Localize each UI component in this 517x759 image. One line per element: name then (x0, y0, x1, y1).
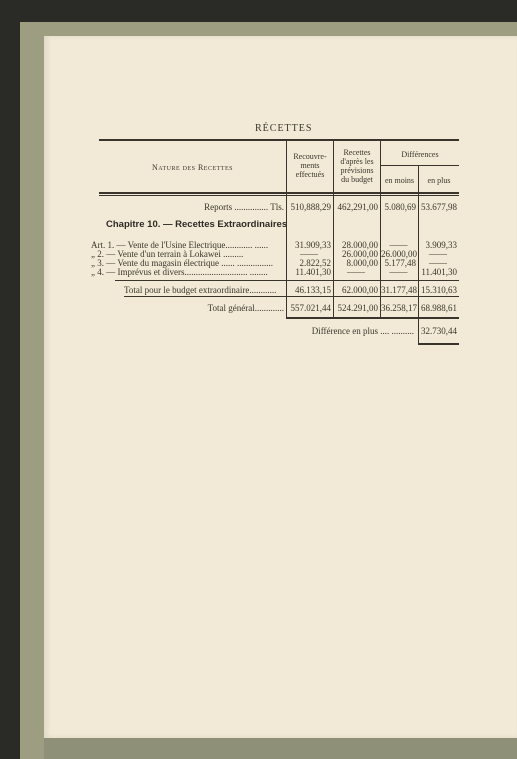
article-3-label: „ 3. — Vente du magasin électrique ...... ................ (91, 258, 274, 268)
reports-prevues: 462,291,00 (337, 202, 378, 212)
header-en-moins: en moins (384, 176, 415, 185)
article-1-en-plus: 3.909,33 (425, 240, 457, 250)
total-budget-prevues: 62.000,00 (342, 285, 378, 295)
article-3-en-moins: 5.177,48 (384, 258, 416, 268)
article-2-recouvrements: —— (300, 249, 318, 259)
header-nature: Nature des Recettes (152, 163, 233, 172)
article-2-prevues: 26.000,00 (342, 249, 378, 259)
article-2-en-moins: 26.000,00 (381, 249, 417, 259)
article-3-en-plus: —— (429, 258, 447, 268)
header-recouvrements-2: ments (300, 161, 320, 170)
total-general-en-moins: 36.258,17 (381, 303, 417, 313)
total-general-en-plus: 68.988,61 (421, 303, 457, 313)
header-bottom-rule (99, 192, 459, 194)
article-1-recouvrements: 31.909,33 (295, 240, 331, 250)
total-budget-recouvrements: 46.133,15 (295, 285, 331, 295)
article-4-en-plus: 11.401,30 (421, 267, 457, 277)
book-bottom-edge (44, 738, 517, 759)
difference-underline (418, 343, 459, 345)
article-2-en-plus: —— (429, 249, 447, 259)
header-prevues-1: Recettes (343, 148, 371, 157)
article-2-label: „ 2. — Vente d'un terrain à Lokawei ......... (91, 249, 244, 259)
article-4-en-moins: —— (389, 267, 408, 277)
reports-label: Reports ............... Tls. (204, 202, 284, 212)
header-prevues-2: d'après les (340, 157, 374, 166)
total-budget-en-plus: 15.310,63 (421, 285, 457, 295)
article-1-label: Art. 1. — Vente de l'Usine Electrique............ ...... (91, 240, 269, 250)
header-prevues-4: du budget (341, 175, 373, 184)
header-differences: Différences (401, 150, 439, 159)
total-budget-label: Total pour le budget extraordinaire............ (124, 285, 277, 295)
article-4-recouvrements: 11.401,30 (295, 267, 331, 277)
difference-label: Différence en plus .... .......... (311, 326, 414, 336)
chapter-heading: Chapitre 10. — Recettes Extraordinaires (106, 219, 288, 230)
header-recouvrements-3: effectués (295, 170, 325, 179)
page-title: RÉCETTES (255, 123, 313, 134)
reports-en-plus: 53.677,98 (421, 202, 457, 212)
article-3-recouvrements: 2.822,52 (299, 258, 331, 268)
header-en-plus: en plus (427, 176, 451, 185)
reports-recouvrements: 510,888,29 (290, 202, 331, 212)
differences-subrule (380, 165, 459, 166)
document-page (44, 36, 517, 738)
table-top-rule (99, 139, 459, 141)
total-general-recouvrements: 557.021,44 (290, 303, 331, 313)
article-1-prevues: 28.000,00 (342, 240, 378, 250)
total-general-prevues: 524.291,00 (337, 303, 378, 313)
total-budget-en-moins: 31.177,48 (381, 285, 417, 295)
header-bottom-rule-2 (99, 195, 459, 196)
article-4-prevues: —— (347, 267, 365, 277)
article-4-label: „ 4. — Imprévus et divers............................ ........ (91, 267, 268, 277)
header-recouvrements-1: Recouvre- (293, 152, 327, 161)
grand-total-rule (286, 317, 459, 319)
total-budget-rule (115, 280, 459, 281)
header-prevues-3: prévisions (340, 166, 374, 175)
article-3-prevues: 8.000,00 (346, 258, 378, 268)
total-general-rule (124, 296, 459, 297)
total-general-label: Total général............. (207, 303, 284, 313)
difference-value: 32.730,44 (421, 326, 457, 336)
article-1-en-moins: —— (389, 240, 408, 250)
reports-en-moins: 5.080,69 (384, 202, 416, 212)
